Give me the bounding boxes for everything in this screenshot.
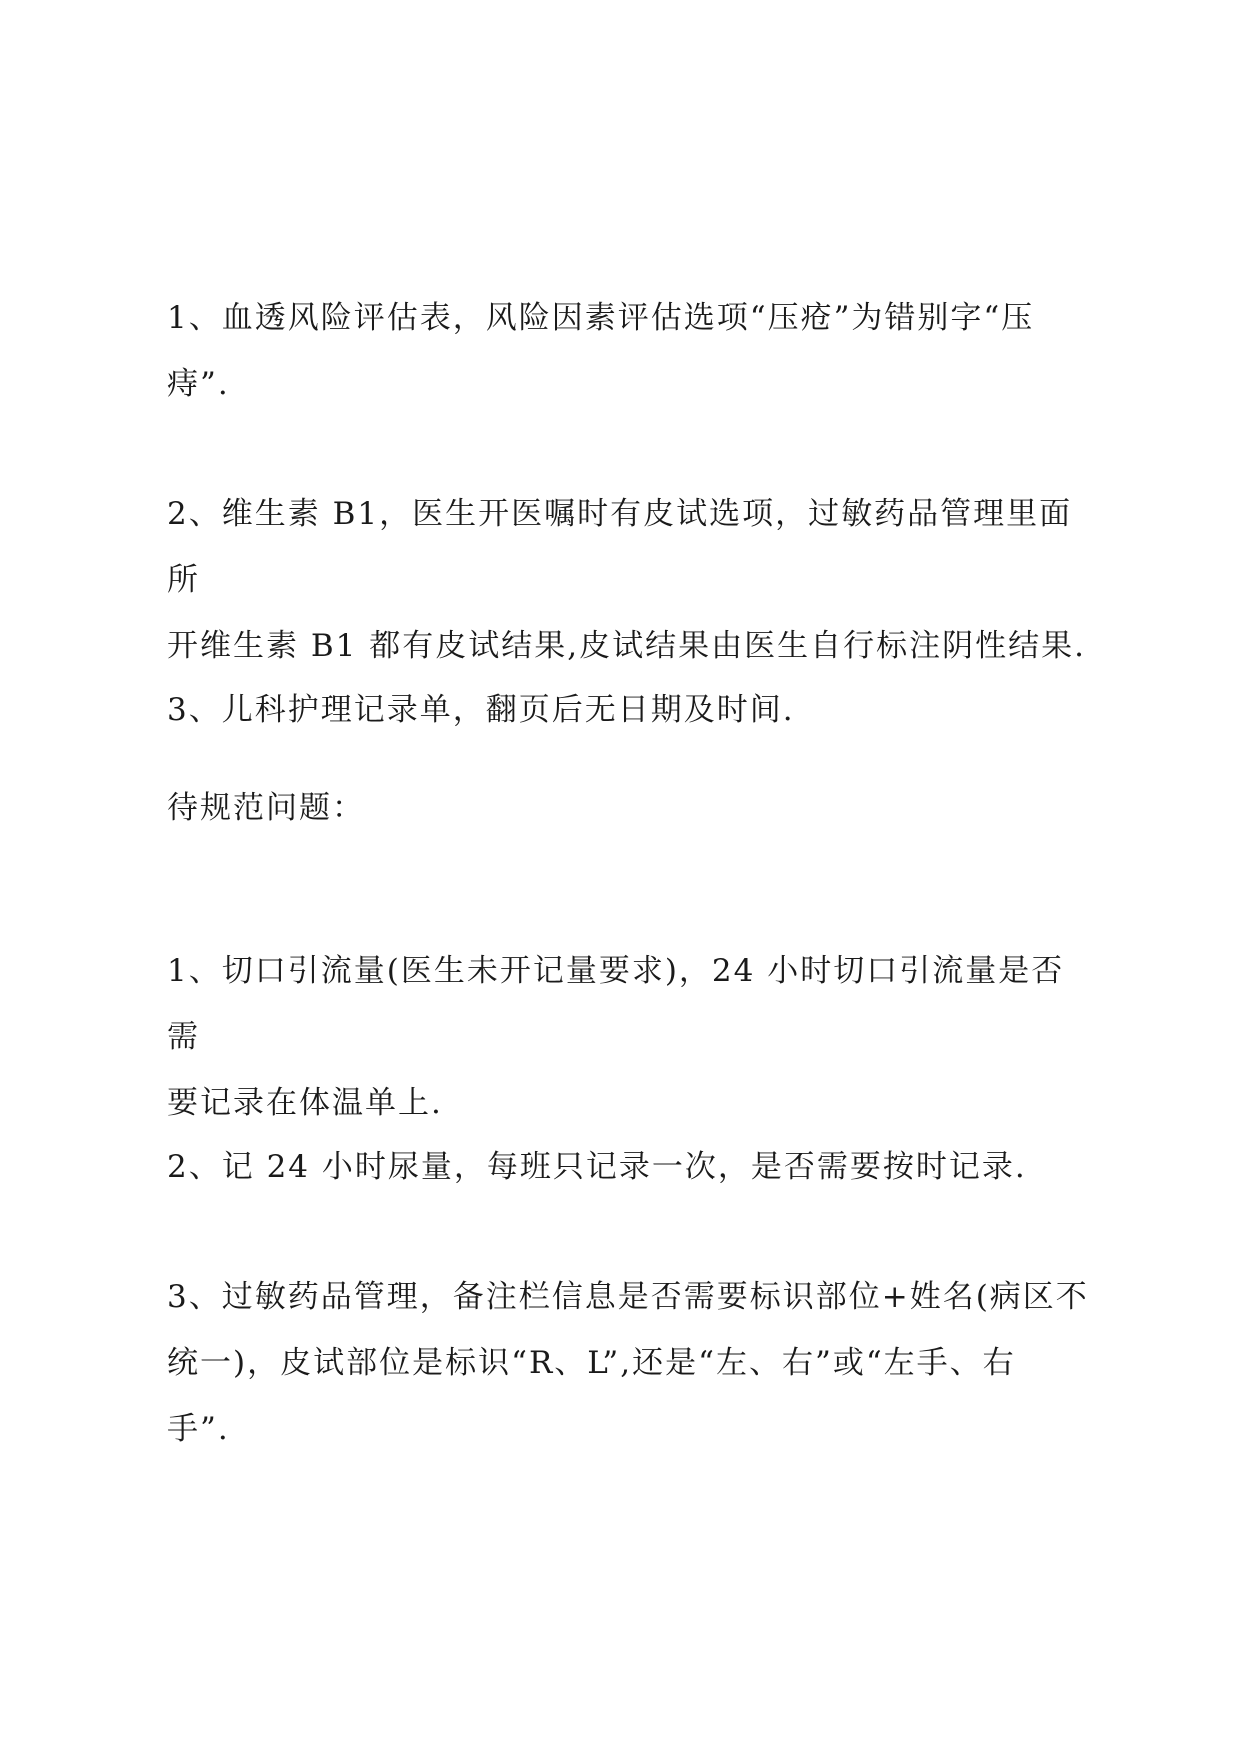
- paragraph-pending-1: 1、切口引流量(医生未开记量要求)，24 小时切口引流量是否需 要记录在体温单上.: [167, 953, 1065, 1121]
- paragraph-issue-2: 2、维生素 B1，医生开医嘱时有皮试选项，过敏药品管理里面所 开维生素 B1 都有皮试结果,皮试结果由医生自行标注阴性结果.: [167, 496, 1086, 664]
- paragraph-issue-3: 3、儿科护理记录单，翻页后无日期及时间.: [167, 692, 795, 728]
- paragraph-issue-1: 1、血透风险评估表，风险因素评估选项“压疮”为错别字“压 痔”.: [167, 300, 1035, 402]
- section-heading-pending-issues: 待规范问题：: [167, 790, 365, 826]
- paragraph-pending-3: 3、过敏药品管理，备注栏信息是否需要标识部位+姓名(病区不 统一)，皮试部位是标识“R、L”,还是“左、右”或“左手、右 手”.: [167, 1279, 1089, 1447]
- paragraph-pending-2: 2、记 24 小时尿量，每班只记录一次，是否需要按时记录.: [167, 1149, 1027, 1185]
